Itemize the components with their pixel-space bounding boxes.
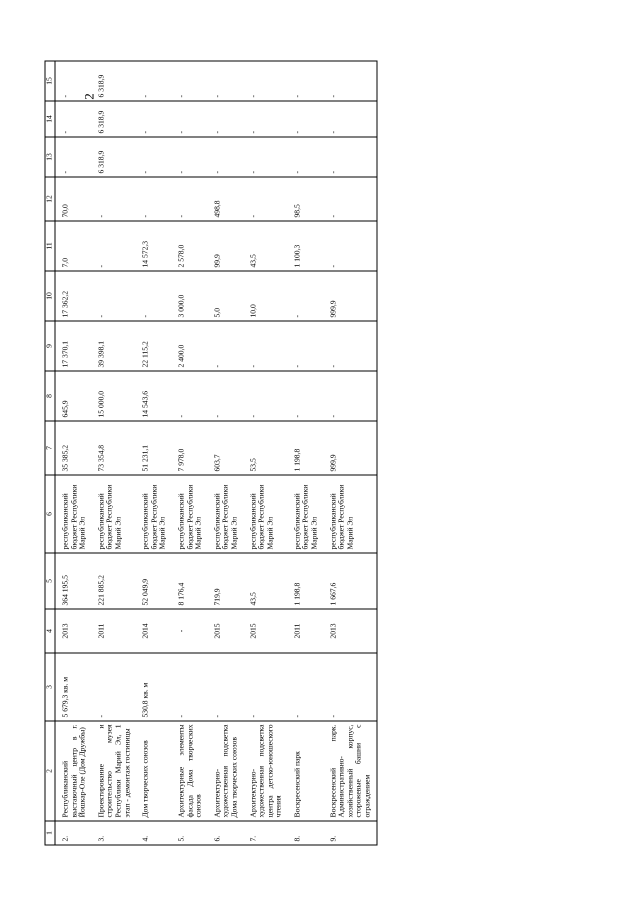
value-col-11: 2 578,0 [171,221,207,271]
value-col-10: - [136,271,172,321]
object-name: Архитектурно-художественная подсветка центра детско-юношеского чтения [243,721,287,821]
object-name: Архитектурные элементы фасада Дома творческих союзов [171,721,207,821]
value-col-13: 6 318,9 [91,137,135,177]
value-col-14: - [136,101,172,137]
commission-year: 2013 [323,609,376,653]
value-col-10: - [91,271,135,321]
value-col-8: - [287,371,323,421]
commission-year: 2013 [55,609,91,653]
column-header: 9 [45,321,55,371]
value-col-10: 999,9 [323,271,376,321]
value-col-14: - [171,101,207,137]
commission-year: 2015 [207,609,243,653]
table-row [55,61,91,845]
value-col-10: 17 362,2 [55,271,91,321]
funding-source: республиканский бюджет Республики Марий Эл [171,475,207,553]
column-header: 8 [45,371,55,421]
funding-source: республиканский бюджет Республики Марий Эл [91,475,135,553]
capacity: - [207,653,243,721]
value-col-15: - [243,61,287,101]
column-header: 1 [45,821,55,845]
estimated-cost: 1 667,6 [323,553,376,609]
value-col-12: 498,8 [207,177,243,221]
value-col-12: - [91,177,135,221]
value-col-10: - [287,271,323,321]
column-header: 10 [45,271,55,321]
row-number: 5. [171,821,207,845]
column-header: 11 [45,221,55,271]
value-col-14: - [323,101,376,137]
estimated-cost: 8 176,4 [171,553,207,609]
column-header: 2 [45,721,55,821]
table-row [243,61,287,845]
value-col-13: - [287,137,323,177]
commission-year: - [171,609,207,653]
column-header: 12 [45,177,55,221]
value-col-14: 6 318,9 [91,101,135,137]
value-col-13: - [171,137,207,177]
value-col-8: 645,9 [55,371,91,421]
value-col-11: - [323,221,376,271]
value-col-8: - [243,371,287,421]
value-col-15: 6 318,9 [91,61,135,101]
object-name: Архитектурно-художественная подсветка Дома творческих союзов [207,721,243,821]
capacity: 530,8 кв. м [136,653,172,721]
row-number: 2. [55,821,91,845]
row-number: 8. [287,821,323,845]
value-col-15: - [287,61,323,101]
object-name: Республиканский выставочный центр в г. Йошкар-Оле (Дом Дружбы) [55,721,91,821]
header-row [45,61,55,845]
value-col-8: - [171,371,207,421]
value-col-7: 53,5 [243,421,287,475]
capacity: - [323,653,376,721]
table-row [136,61,172,845]
value-col-9: 39 398,1 [91,321,135,371]
value-col-13: - [207,137,243,177]
capacity: - [91,653,135,721]
value-col-14: - [287,101,323,137]
value-col-10: 10,0 [243,271,287,321]
value-col-8: 14 543,6 [136,371,172,421]
value-col-9: - [243,321,287,371]
value-col-7: 51 231,1 [136,421,172,475]
value-col-9: - [287,321,323,371]
column-header: 3 [45,653,55,721]
column-header: 5 [45,553,55,609]
value-col-12: - [243,177,287,221]
value-col-7: 999,9 [323,421,376,475]
value-col-11: 7,0 [55,221,91,271]
capacity: - [287,653,323,721]
value-col-8: 15 000,0 [91,371,135,421]
value-col-11: - [91,221,135,271]
value-col-7: 603,7 [207,421,243,475]
column-header: 14 [45,101,55,137]
value-col-12: - [171,177,207,221]
row-number: 9. [323,821,376,845]
row-number: 7. [243,821,287,845]
table-body [55,61,377,845]
object-name: Воскресенский парк. Административно-хозяйственный корпус, сторожевые башни с ограждением [323,721,376,821]
funding-source: республиканский бюджет Республики Марий Эл [136,475,172,553]
value-col-8: - [207,371,243,421]
value-col-10: 3 000,0 [171,271,207,321]
value-col-12: 70,0 [55,177,91,221]
value-col-11: 99,9 [207,221,243,271]
funding-source: республиканский бюджет Республики Марий Эл [55,475,91,553]
value-col-14: - [207,101,243,137]
value-col-9: - [207,321,243,371]
object-name: Дом творческих союзов [136,721,172,821]
page-number: 2 [81,93,97,100]
value-col-13: - [323,137,376,177]
table-row [287,61,323,845]
estimated-cost: 43,5 [243,553,287,609]
estimated-cost: 364 195,5 [55,553,91,609]
estimated-cost: 221 885,2 [91,553,135,609]
value-col-9: - [323,321,376,371]
value-col-11: 43,5 [243,221,287,271]
value-col-8: - [323,371,376,421]
commission-year: 2015 [243,609,287,653]
value-col-12: 98,5 [287,177,323,221]
value-col-15: - [171,61,207,101]
commission-year: 2011 [287,609,323,653]
column-header: 6 [45,475,55,553]
value-col-12: - [136,177,172,221]
rotated-table-container [45,62,566,846]
table-row [171,61,207,845]
value-col-9: 2 400,0 [171,321,207,371]
object-name: Проектирование и строительство музея Республики Марий Эл, 1 этап - демонтаж гостиницы [91,721,135,821]
value-col-15: - [207,61,243,101]
table-row [323,61,376,845]
objects-financing-table [45,61,378,846]
estimated-cost: 52 049,9 [136,553,172,609]
value-col-13: - [55,137,91,177]
capacity: - [243,653,287,721]
value-col-9: 17 370,1 [55,321,91,371]
column-header: 4 [45,609,55,653]
value-col-11: 1 100,3 [287,221,323,271]
funding-source: республиканский бюджет Республики Марий Эл [287,475,323,553]
value-col-15: - [55,61,91,101]
value-col-13: - [136,137,172,177]
value-col-7: 7 978,0 [171,421,207,475]
commission-year: 2014 [136,609,172,653]
column-header: 7 [45,421,55,475]
row-number: 6. [207,821,243,845]
table-row [91,61,135,845]
estimated-cost: 719,9 [207,553,243,609]
capacity: - [171,653,207,721]
value-col-14: - [243,101,287,137]
column-header: 15 [45,61,55,101]
value-col-11: 14 572,3 [136,221,172,271]
column-header: 13 [45,137,55,177]
value-col-15: - [136,61,172,101]
value-col-14: - [55,101,91,137]
row-number: 4. [136,821,172,845]
value-col-7: 35 385,2 [55,421,91,475]
value-col-7: 1 198,8 [287,421,323,475]
value-col-10: 5,0 [207,271,243,321]
value-col-15: - [323,61,376,101]
object-name: Воскресенский парк [287,721,323,821]
funding-source: республиканский бюджет Республики Марий Эл [323,475,376,553]
value-col-13: - [243,137,287,177]
value-col-9: 22 115,2 [136,321,172,371]
table-row [207,61,243,845]
funding-source: республиканский бюджет Республики Марий Эл [243,475,287,553]
value-col-12: - [323,177,376,221]
row-number: 3. [91,821,135,845]
estimated-cost: 1 198,8 [287,553,323,609]
commission-year: 2011 [91,609,135,653]
value-col-7: 73 354,8 [91,421,135,475]
funding-source: республиканский бюджет Республики Марий Эл [207,475,243,553]
capacity: 5 679,3 кв. м [55,653,91,721]
